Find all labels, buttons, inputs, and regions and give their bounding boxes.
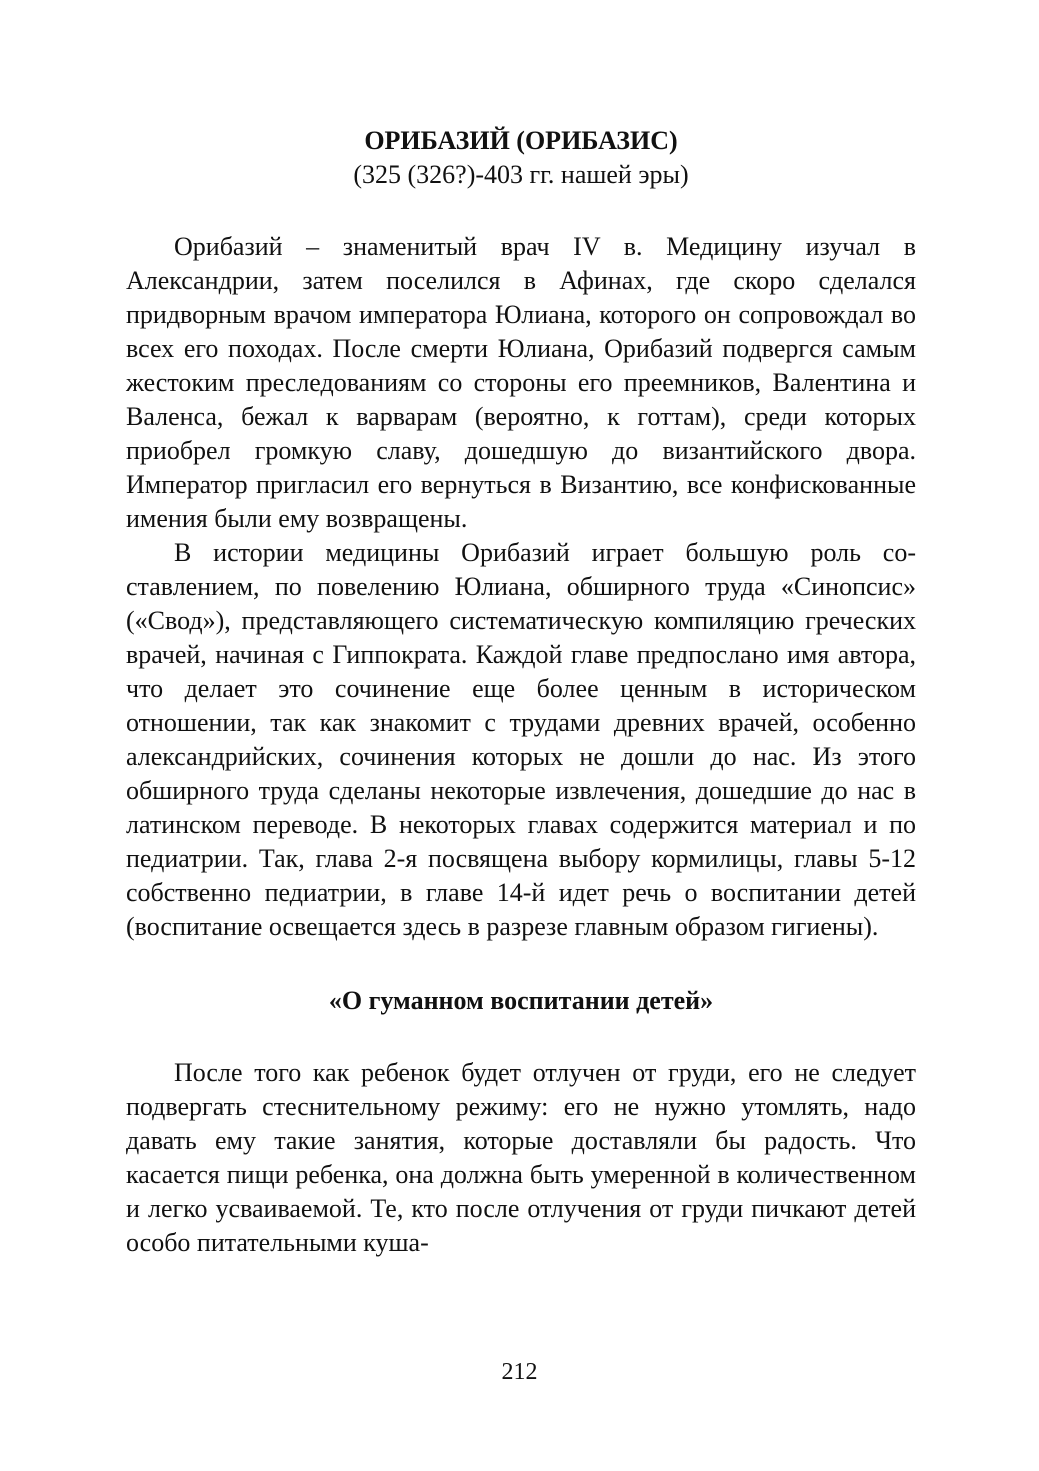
page-subtitle: (325 (326?)-403 гг. нашей эры) [353,160,689,189]
body-paragraph-1: Орибазий – знаменитый врач IV в. Медицину изучал в Александрии, затем поселился в Афинах, где скоро сделался придворным врачом императора Юлиана, которого он сопровождал во всех его походах. После смерти Юлиана, Орибазий подвергся самым жестоким преследованиям со стороны его преемников, Валентина и Валенса, бежал к варварам (вероятно, к готтам), среди которых приобрел громкую славу, дошедшую до византийского двора. Император пригласил его вернуться в Византию, все конфискованные имения были ему возвращены. [126,232,916,533]
page-title: ОРИБАЗИЙ (ОРИБАЗИС) [364,126,678,155]
section-heading: «О гуманном воспитании детей» [328,986,714,1015]
body-paragraph-2: В истории медицины Орибазий играет большую роль составлением, по повелению Юлиана, обширного труда «Синопсис» («Свод»), представляющего систематическую компиляцию греческих врачей, начиная с Гиппократа. Каждой главе предпослано имя автора, что делает это сочинение еще более ценным в историческом отношении, так как знакомит с трудами древних врачей, особенно александрийских, сочинения которых не дошли до нас. Из этого обширного труда сделаны некоторые извлечения, дошедшие до нас в латинском переводе. В некоторых главах содержится материал и по педиатрии. Так, глава 2-я посвящена выбору кормилицы, главы 5-12 собственно педиатрии, в главе 14-й идет речь о воспитании детей (воспитание освещается здесь в разрезе главным образом гигиены). [126,538,916,941]
section-paragraph: После того как ребенок будет отлучен от груди, его не следует подвергать стеснительному режиму: его не нужно утомлять, надо давать ему такие занятия, которые доставляли бы радость. Что касается пищи ребенка, она должна быть умеренной в количественном и легко усваиваемой. Те, кто после отлучения от груди пичкают детей особо питательными куша- [126,1058,916,1257]
document-page [126,124,916,1260]
page-number: 212 [501,1359,538,1385]
